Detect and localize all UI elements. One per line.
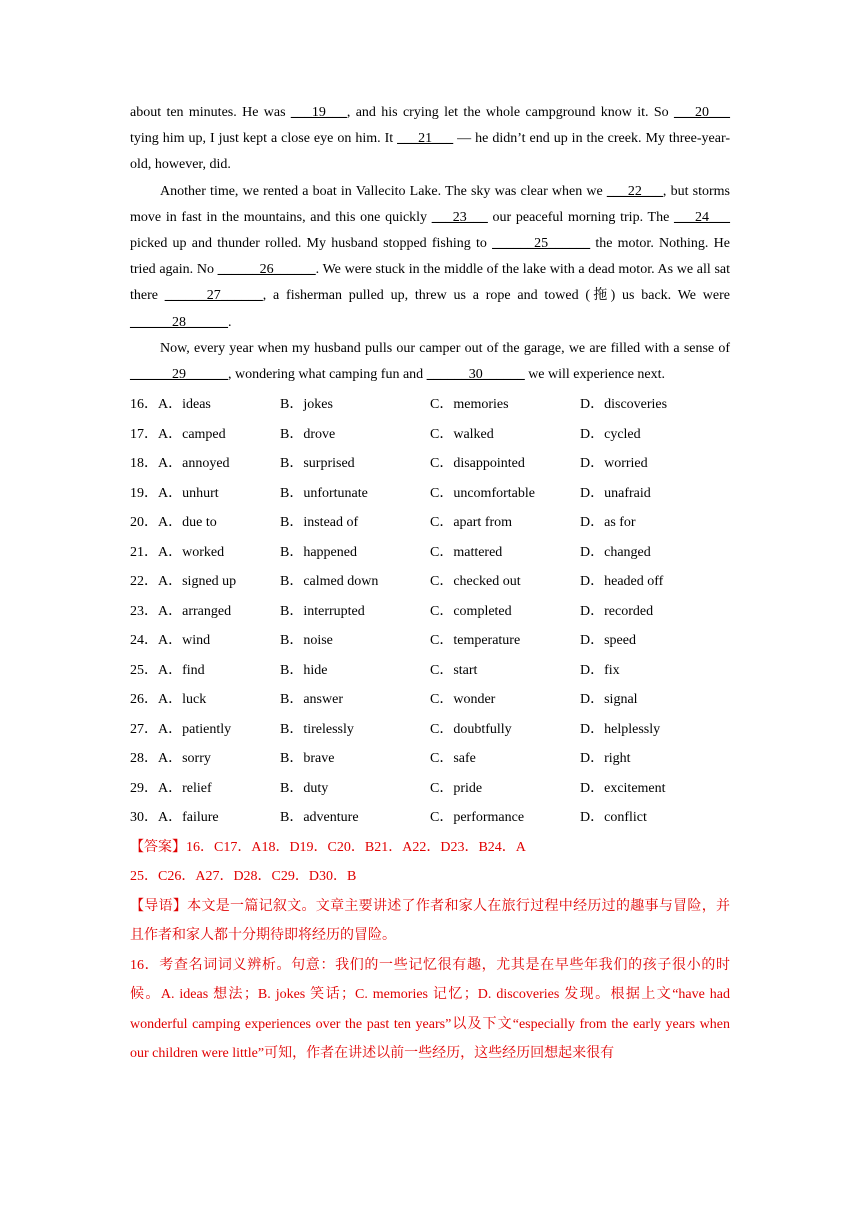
blank-27: ______27______ — [164, 288, 263, 304]
guide-text: 【导语】本文是一篇记叙文。文章主要讲述了作者和家人在旅行过程中经历过的趣事与冒险，并且作者和家人都十分期待即将经历的冒险。 — [130, 898, 730, 944]
option-row-24 — [130, 626, 730, 656]
option-row-22 — [130, 567, 730, 597]
blank-20: ___20___ — [673, 105, 730, 120]
option-a: 17．A．camped — [130, 426, 226, 442]
option-d: D．worried — [580, 456, 648, 472]
option-row-21 — [130, 538, 730, 568]
option-c: C．doubtfully — [430, 721, 512, 737]
option-row-27 — [130, 715, 730, 745]
option-row-29 — [130, 774, 730, 804]
option-d: D．speed — [580, 633, 636, 649]
option-a: 29．A．relief — [130, 780, 212, 796]
option-d: D．recorded — [580, 603, 654, 619]
answer-line-1: 【答案】16．C17．A18．D19．C20．B21．A22．D23．B24．A — [130, 839, 526, 855]
option-a: 23．A．arranged — [130, 603, 232, 619]
option-a: 27．A．patiently — [130, 721, 232, 737]
option-c: C．uncomfortable — [430, 485, 535, 501]
passage-paragraph-1 — [130, 100, 730, 179]
option-a: 24．A．wind — [130, 633, 211, 649]
option-d: D．helplessly — [580, 721, 661, 737]
blank-21: ___21___ — [397, 131, 454, 147]
blank-29: ______29______ — [130, 367, 228, 383]
passage-text: Another time, we rented a boat in Vallecito Lake. The sky was clear when we — [160, 183, 607, 199]
option-d: D．headed off — [580, 574, 664, 590]
passage-text: we will experience next. — [524, 367, 666, 383]
option-d: D．excitement — [580, 780, 666, 796]
option-a: 26．A．luck — [130, 692, 207, 708]
option-b: B．calmed down — [280, 574, 379, 590]
option-d: D．conflict — [580, 810, 647, 826]
option-b: B．drove — [280, 426, 336, 442]
passage-text: — he didn’t end up in the creek. My three-year-old, however, did. — [130, 131, 730, 173]
passage-text: about ten minutes. He was — [130, 105, 291, 120]
options-list — [130, 390, 730, 833]
option-c: C．completed — [430, 603, 512, 619]
passage-text: , and his crying let the whole campground know it. So — [346, 105, 674, 120]
blank-19: ___19___ — [290, 105, 347, 120]
passage-text: Now, every year when my husband pulls our camper out of the garage, we are filled with a sense of — [160, 340, 730, 356]
passage-text: , but storms move in fast in the mountains, and this one quickly — [130, 183, 730, 225]
option-d: D．unafraid — [580, 485, 651, 501]
option-b: B．unfortunate — [280, 485, 368, 501]
passage-text: , wondering what camping fun and — [228, 367, 427, 383]
passage-text: . — [228, 314, 232, 330]
option-c: C．memories — [430, 397, 509, 413]
option-b: B．instead of — [280, 515, 359, 531]
option-row-18 — [130, 449, 730, 479]
option-b: B．surprised — [280, 456, 355, 472]
option-b: B．happened — [280, 544, 357, 560]
blank-26: ______26______ — [217, 262, 316, 278]
option-a: 16．A．ideas — [130, 397, 211, 413]
option-b: B．duty — [280, 780, 329, 796]
passage-paragraph-2 — [130, 179, 730, 336]
option-a: 30．A．failure — [130, 810, 219, 826]
option-c: C．temperature — [430, 633, 521, 649]
blank-30: ______30______ — [426, 367, 525, 383]
passage-text: picked up and thunder rolled. My husband stopped fishing to — [130, 236, 493, 252]
option-d: D．as for — [580, 515, 636, 531]
option-a: 28．A．sorry — [130, 751, 211, 767]
blank-22: ___22___ — [606, 183, 663, 199]
option-c: C．safe — [430, 751, 476, 767]
option-c: C．checked out — [430, 574, 521, 590]
option-b: B．tirelessly — [280, 721, 354, 737]
option-a: 19．A．unhurt — [130, 485, 219, 501]
option-row-26 — [130, 685, 730, 715]
option-row-20 — [130, 508, 730, 538]
option-row-23 — [130, 597, 730, 627]
option-row-19 — [130, 479, 730, 509]
option-d: D．discoveries — [580, 397, 668, 413]
option-d: D．signal — [580, 692, 638, 708]
answer-line-2: 25．C26．A27．D28．C29．D30．B — [130, 869, 357, 885]
option-d: D．cycled — [580, 426, 641, 442]
option-row-16 — [130, 390, 730, 420]
option-a: 22．A．signed up — [130, 574, 237, 590]
option-c: C．pride — [430, 780, 483, 796]
option-b: B．jokes — [280, 397, 333, 413]
option-c: C．walked — [430, 426, 494, 442]
option-a: 21．A．worked — [130, 544, 225, 560]
option-d: D．right — [580, 751, 631, 767]
passage-paragraph-3 — [130, 336, 730, 388]
blank-23: ___23___ — [431, 209, 488, 225]
option-b: B．hide — [280, 662, 328, 678]
option-row-25 — [130, 656, 730, 686]
option-row-17 — [130, 420, 730, 450]
explanation-16: 16．考查名词词义辨析。句意：我们的一些记忆很有趣，尤其是在早些年我们的孩子很小的时候。A. ideas 想法；B. jokes 笑话；C. memories 记忆；D. discoveries 发现。根据上文“have had wonderful camping experiences over the past ten years”以及下文“especially from the early years when our children were little”可知，作者在讲述以前一些经历，这些经历回想起来很有 — [130, 957, 730, 1062]
option-b: B．answer — [280, 692, 343, 708]
blank-28: ______28______ — [130, 314, 228, 330]
blank-25: ______25______ — [492, 236, 591, 252]
option-b: B．brave — [280, 751, 335, 767]
option-b: B．interrupted — [280, 603, 365, 619]
option-c: C．wonder — [430, 692, 496, 708]
option-row-28 — [130, 744, 730, 774]
option-c: C．performance — [430, 810, 525, 826]
option-b: B．adventure — [280, 810, 359, 826]
option-c: C．disappointed — [430, 456, 525, 472]
passage-text: the motor. Nothing. He tried again. No — [130, 236, 730, 278]
passage-text: our peaceful morning trip. The — [487, 209, 674, 225]
option-row-30 — [130, 803, 730, 833]
passage-text: , a fisherman pulled up, threw us a rope and towed (拖) us back. We were — [262, 288, 730, 304]
option-a: 25．A．find — [130, 662, 205, 678]
option-a: 18．A．annoyed — [130, 456, 230, 472]
passage-text: tying him up, I just kept a close eye on him. It — [130, 131, 398, 147]
option-a: 20．A．due to — [130, 515, 217, 531]
option-c: C．mattered — [430, 544, 503, 560]
option-c: C．apart from — [430, 515, 513, 531]
option-c: C．start — [430, 662, 478, 678]
option-d: D．fix — [580, 662, 620, 678]
document-page — [130, 100, 730, 1069]
option-d: D．changed — [580, 544, 651, 560]
option-b: B．noise — [280, 633, 333, 649]
passage-text: . We were stuck in the middle of the lake with a dead motor. As we all sat there — [130, 262, 730, 304]
blank-24: ___24___ — [674, 209, 730, 225]
